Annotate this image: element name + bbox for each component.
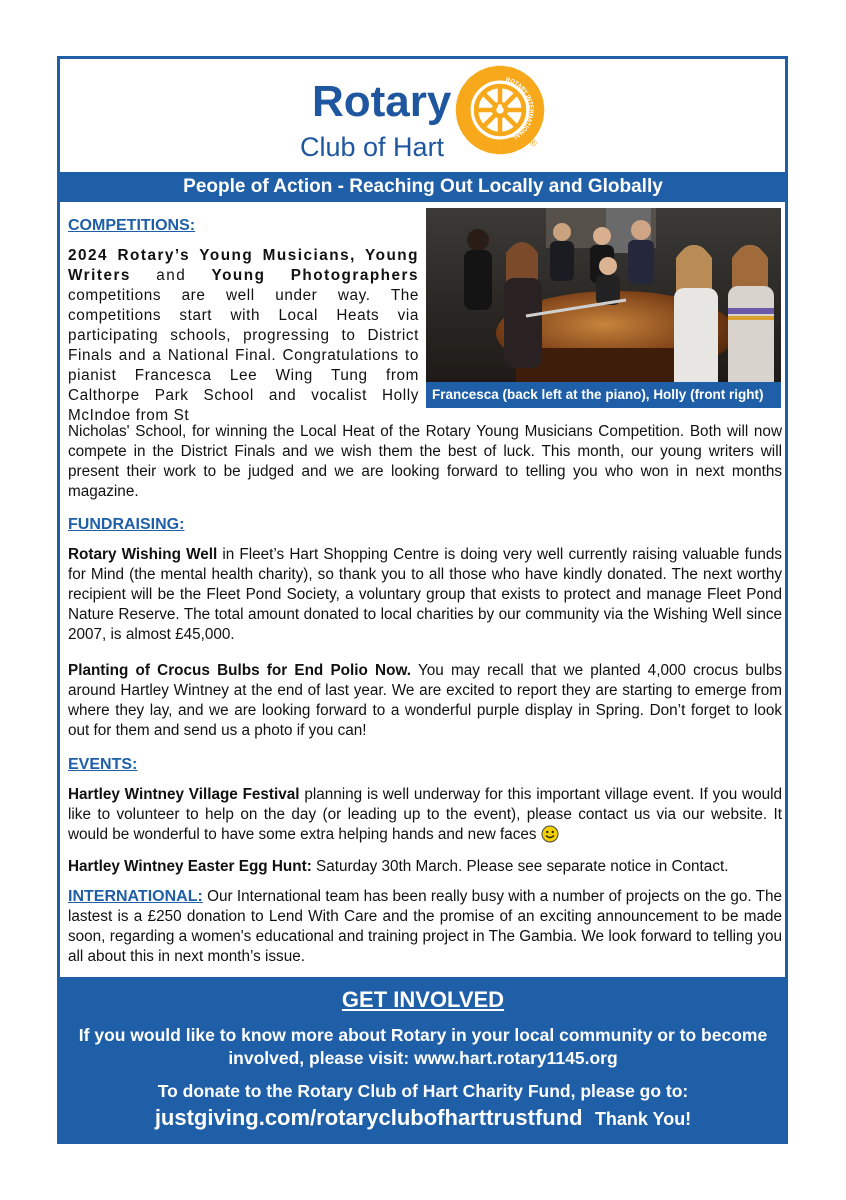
events-heading: EVENTS:: [68, 756, 138, 773]
get-involved-visit-text: If you would like to know more about Rotary in your local community or to become involved, please visit: www.hart.rotary1145.org: [78, 1025, 768, 1068]
wheel-ring-text: ROTARY INTERNATIONAL: [504, 77, 534, 141]
justgiving-link[interactable]: justgiving.com/rotaryclubofharttrustfund: [154, 1105, 583, 1130]
photo-caption: Francesca (back left at the piano), Holly (front right): [426, 382, 781, 408]
photo-illustration: [426, 208, 781, 408]
competitions-wrap-text: competitions are well under way. The competitions start with Local Heats via participating schools, progressing to District Finals and a National Final. Congratulations to pianist Francesca Lee Wing Tung from Calthorpe Park School and vocalist Holly McIndoe from St: [68, 287, 419, 424]
smiley-face-icon: [541, 825, 559, 843]
get-involved-box: [60, 977, 786, 1142]
village-festival-text: planning is well underway for this important village event. If you would like to volunteer to help on the day (or leading up to the event), please contact us via our website. It would be wonderful to have some extra helping hands and new faces: [68, 786, 782, 843]
wishing-well-bold: Rotary Wishing Well: [68, 546, 218, 563]
international-heading: INTERNATIONAL:: [68, 888, 203, 905]
get-involved-title: GET INVOLVED: [341, 987, 505, 1012]
competitions-intro-text: [68, 246, 419, 426]
competitions-and: and: [130, 267, 212, 284]
fundraising-heading: FUNDRAISING:: [68, 516, 185, 533]
competitions-bold-photographers: Young Photographers: [211, 267, 419, 284]
donate-text: To donate to the Rotary Club of Hart Charity Fund, please go to:: [157, 1081, 689, 1101]
registered-mark: ®: [530, 138, 537, 148]
competitions-bold-title: 2024 Rotary’s Young Musicians, Young Writers: [68, 247, 419, 284]
international-text: Our International team has been really busy with a number of projects on the go. The lastest is a £250 donation to Lend With Care and the promise of an exciting announcement to be made soon, regarding a women's educational and training project in The Gambia. We look forward to telling you all about this in next month’s issue.: [68, 888, 782, 965]
village-festival-bold: Hartley Wintney Village Festival: [68, 786, 300, 803]
tagline-banner: People of Action - Reaching Out Locally and Globally: [60, 172, 786, 202]
crocus-text: You may recall that we planted 4,000 crocus bulbs around Hartley Wintney at the end of last year. We are excited to report they are starting to emerge from where they lay, and we are looking forward to a wonderful purple display in Spring. Don’t forget to look out for them and send us a photo if you can!: [68, 662, 782, 739]
thank-you-text: Thank You!: [594, 1109, 692, 1129]
wishing-well-paragraph: [68, 545, 782, 645]
competitions-heading: COMPETITIONS:: [68, 217, 196, 234]
easter-egg-bold: Hartley Wintney Easter Egg Hunt:: [68, 858, 312, 875]
easter-egg-paragraph: [68, 857, 782, 877]
village-festival-paragraph: [68, 785, 782, 845]
easter-egg-text: Saturday 30th March. Please see separate notice in Contact.: [311, 858, 729, 875]
logo-club-name: Club of Hart: [300, 132, 445, 162]
donate-link-line: [60, 1105, 786, 1131]
young-musicians-photo: [426, 208, 781, 408]
crocus-bold: Planting of Crocus Bulbs for End Polio Now.: [68, 662, 412, 679]
wishing-well-text: in Fleet’s Hart Shopping Centre is doing very well currently raising valuable funds for Mind (the mental health charity), so thank you to all those who have kindly donated. The next worthy recipient will be the Fleet Pond Society, a voluntary group that exists to protect and manage Fleet Pond Nature Reserve. The total amount donated to local charities by our community via the Wishing Well since 2007, is almost £45,000.: [68, 546, 782, 643]
crocus-paragraph: [68, 661, 782, 741]
rotary-logo: [300, 64, 550, 162]
logo-wordmark: Rotary: [312, 77, 452, 126]
international-paragraph: [68, 887, 782, 967]
competitions-continued-text: Nicholas' School, for winning the Local Heat of the Rotary Young Musicians Competition. Both will now compete in the District Finals and we wish them the best of luck. This month, our young writers will present their work to be judged and we are looking forward to telling you who won in next months magazine.: [68, 423, 782, 500]
